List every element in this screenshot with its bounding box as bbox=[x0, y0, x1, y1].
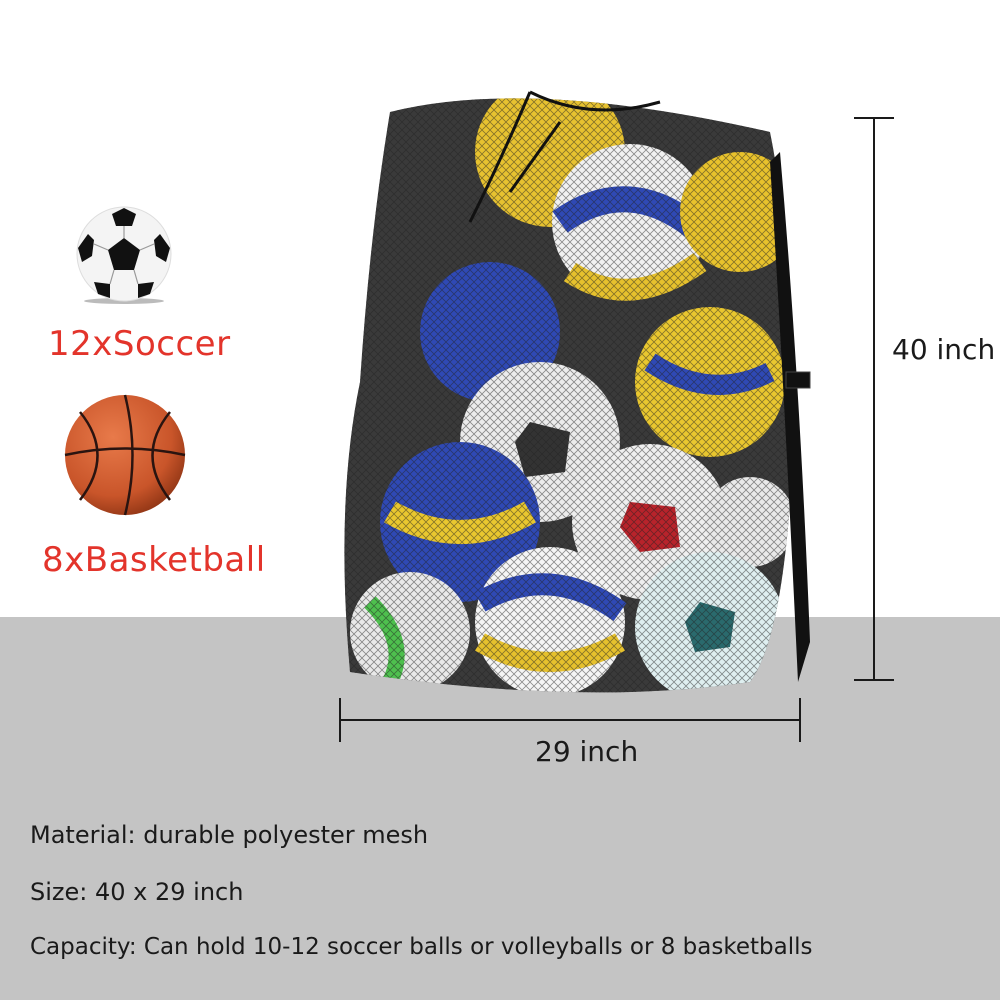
height-dimension-label: 40 inch bbox=[892, 333, 996, 366]
soccer-ball-icon bbox=[70, 204, 178, 304]
soccer-capacity-label: 12xSoccer bbox=[48, 324, 231, 364]
width-dimension-label: 29 inch bbox=[535, 735, 639, 768]
basketball-capacity-label: 8xBasketball bbox=[42, 540, 266, 580]
spec-size: Size: 40 x 29 inch bbox=[30, 878, 244, 906]
basketball-icon bbox=[60, 392, 190, 518]
spec-capacity: Capacity: Can hold 10-12 soccer balls or volleyballs or 8 basketballs bbox=[30, 934, 813, 960]
mesh-ball-bag-icon bbox=[330, 82, 830, 712]
spec-material: Material: durable polyester mesh bbox=[30, 821, 429, 849]
height-dimension-line bbox=[852, 116, 896, 682]
